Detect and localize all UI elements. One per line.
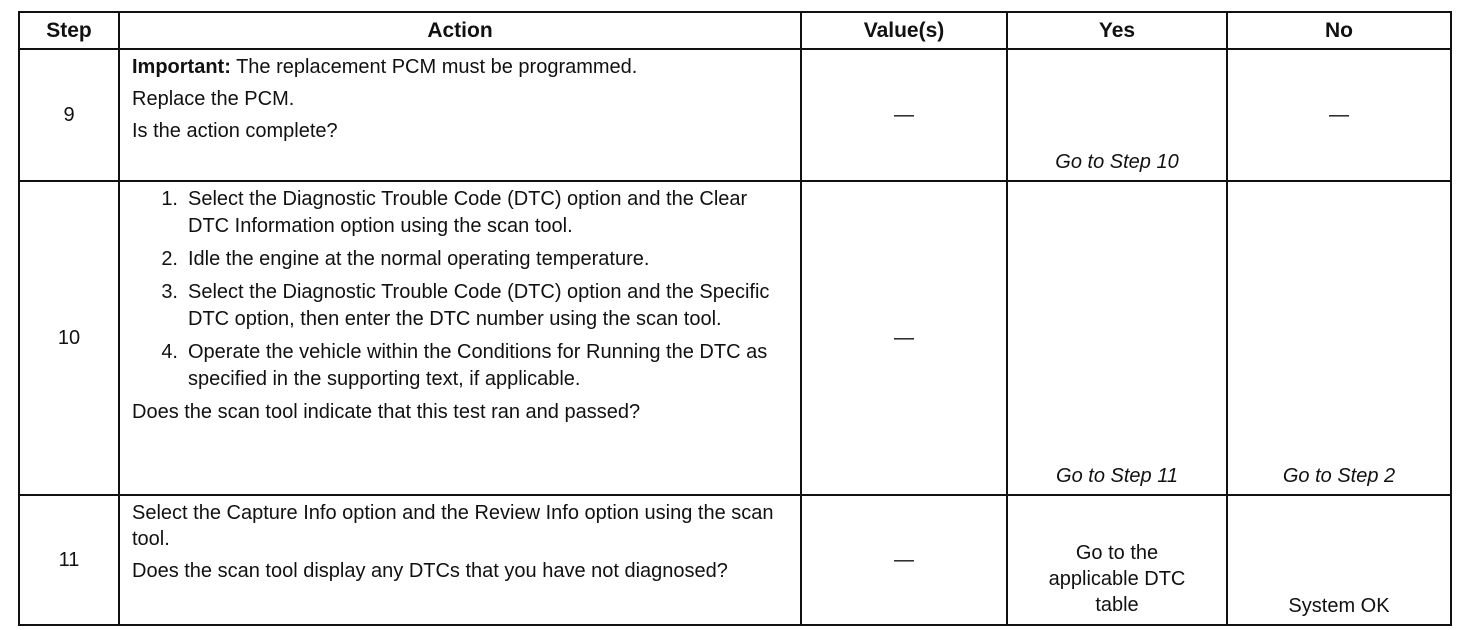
value-cell: — xyxy=(801,49,1007,181)
step-number: 11 xyxy=(19,495,119,625)
table-row xyxy=(19,495,1451,625)
list-item-number: 1. xyxy=(161,188,178,210)
yes-cell xyxy=(1007,181,1227,495)
diagnostic-table xyxy=(18,11,1452,626)
action-question: Does the scan tool display any DTCs that you have not diagnosed? xyxy=(132,560,728,582)
no-outcome: Go to Step 2 xyxy=(1282,465,1396,487)
header-yes: Yes xyxy=(1007,12,1227,49)
list-item xyxy=(132,279,790,333)
action-question: Does the scan tool indicate that this test ran and passed? xyxy=(132,401,641,423)
no-cell: — xyxy=(1227,49,1451,181)
important-label: Important: xyxy=(132,56,231,78)
header-action: Action xyxy=(119,12,801,49)
list-item-text: Operate the vehicle within the Conditions for Running the DTC as specified in the supporting text, if applicable. xyxy=(188,341,768,390)
list-item-text: Select the Diagnostic Trouble Code (DTC) option and the Clear DTC Information option using the scan tool. xyxy=(188,188,748,237)
step-number: 9 xyxy=(19,49,119,181)
yes-cell xyxy=(1007,495,1227,625)
yes-cell xyxy=(1007,49,1227,181)
list-item-number: 4. xyxy=(161,341,178,363)
action-line: Replace the PCM. xyxy=(132,88,295,110)
action-cell xyxy=(119,495,801,625)
no-outcome: System OK xyxy=(1288,595,1390,617)
list-item-text: Idle the engine at the normal operating temperature. xyxy=(188,248,650,270)
header-step: Step xyxy=(19,12,119,49)
step-number: 10 xyxy=(19,181,119,495)
yes-outcome: Go to the applicable DTC table xyxy=(1048,542,1186,616)
action-line: Select the Capture Info option and the Review Info option using the scan tool. xyxy=(132,502,774,550)
table-row xyxy=(19,49,1451,181)
yes-outcome: Go to Step 11 xyxy=(1056,465,1178,487)
header-row xyxy=(19,12,1451,49)
header-no: No xyxy=(1227,12,1451,49)
action-question: Is the action complete? xyxy=(132,120,338,142)
no-cell xyxy=(1227,495,1451,625)
list-item xyxy=(132,246,790,273)
important-text: The replacement PCM must be programmed. xyxy=(230,56,638,78)
table-row xyxy=(19,181,1451,495)
list-item-number: 2. xyxy=(161,248,178,270)
action-cell xyxy=(119,181,801,495)
value-cell: — xyxy=(801,181,1007,495)
action-steps-list xyxy=(132,186,790,393)
list-item xyxy=(132,339,790,393)
yes-outcome: Go to Step 10 xyxy=(1055,151,1179,173)
no-cell xyxy=(1227,181,1451,495)
value-cell: — xyxy=(801,495,1007,625)
header-values: Value(s) xyxy=(801,12,1007,49)
list-item xyxy=(132,186,790,240)
action-cell xyxy=(119,49,801,181)
important-note xyxy=(132,54,790,80)
list-item-number: 3. xyxy=(161,281,178,303)
list-item-text: Select the Diagnostic Trouble Code (DTC) option and the Specific DTC option, then enter the DTC number using the scan tool. xyxy=(188,281,770,330)
